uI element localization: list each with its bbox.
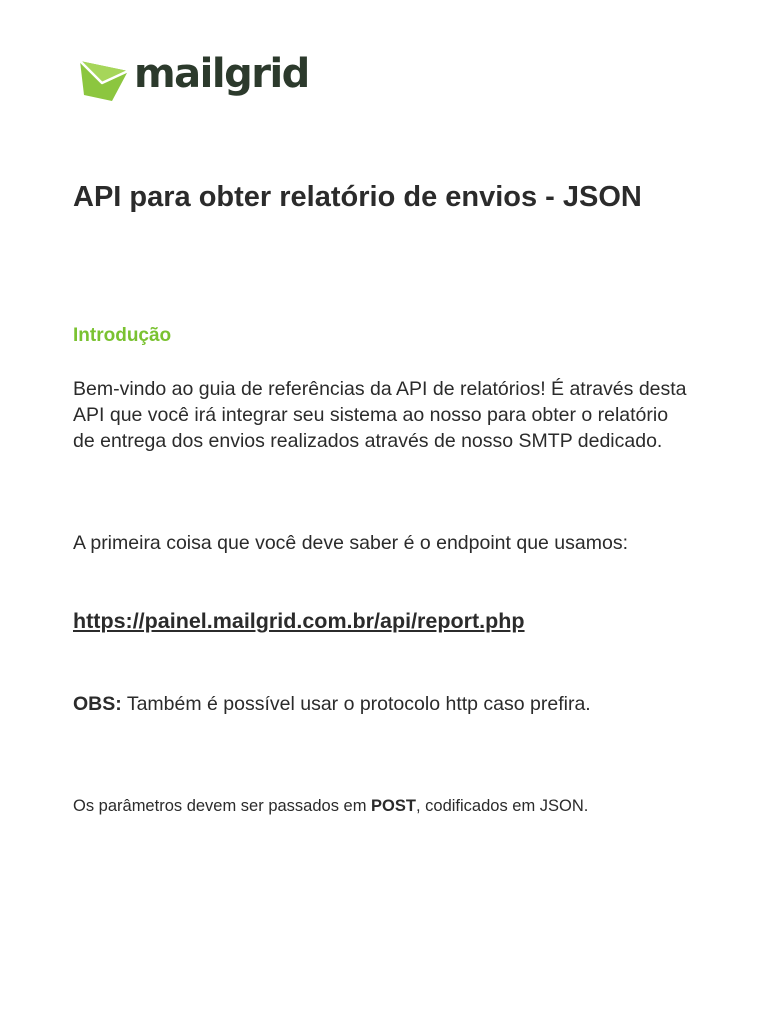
endpoint-link[interactable]: https://painel.mailgrid.com.br/api/report.php [73,609,525,633]
obs-text: Também é possível usar o protocolo http caso prefira. [121,693,591,715]
obs-note [73,693,591,716]
mailgrid-logo [78,51,309,104]
obs-label: OBS: [73,693,122,715]
params-text-before: Os parâmetros devem ser passados em [73,797,372,815]
params-method: POST [371,797,416,815]
params-text-after: , codificados em JSON. [415,797,589,815]
intro-paragraph: Bem-vindo ao guia de referências da API de relatórios! É através desta API que você irá integrar seu sistema ao nosso para obter o relatório de entrega dos envios realizados através de nosso SMTP dedicado. [73,378,687,452]
section-heading-introduction: Introdução [73,325,172,346]
endpoint-lead-text: A primeira coisa que você deve saber é o endpoint que usamos: [73,532,629,554]
params-note [73,797,588,816]
page-title: API para obter relatório de envios - JSON [73,181,642,213]
envelope-icon [78,57,132,101]
logo-wordmark: mailgrid [134,51,309,97]
